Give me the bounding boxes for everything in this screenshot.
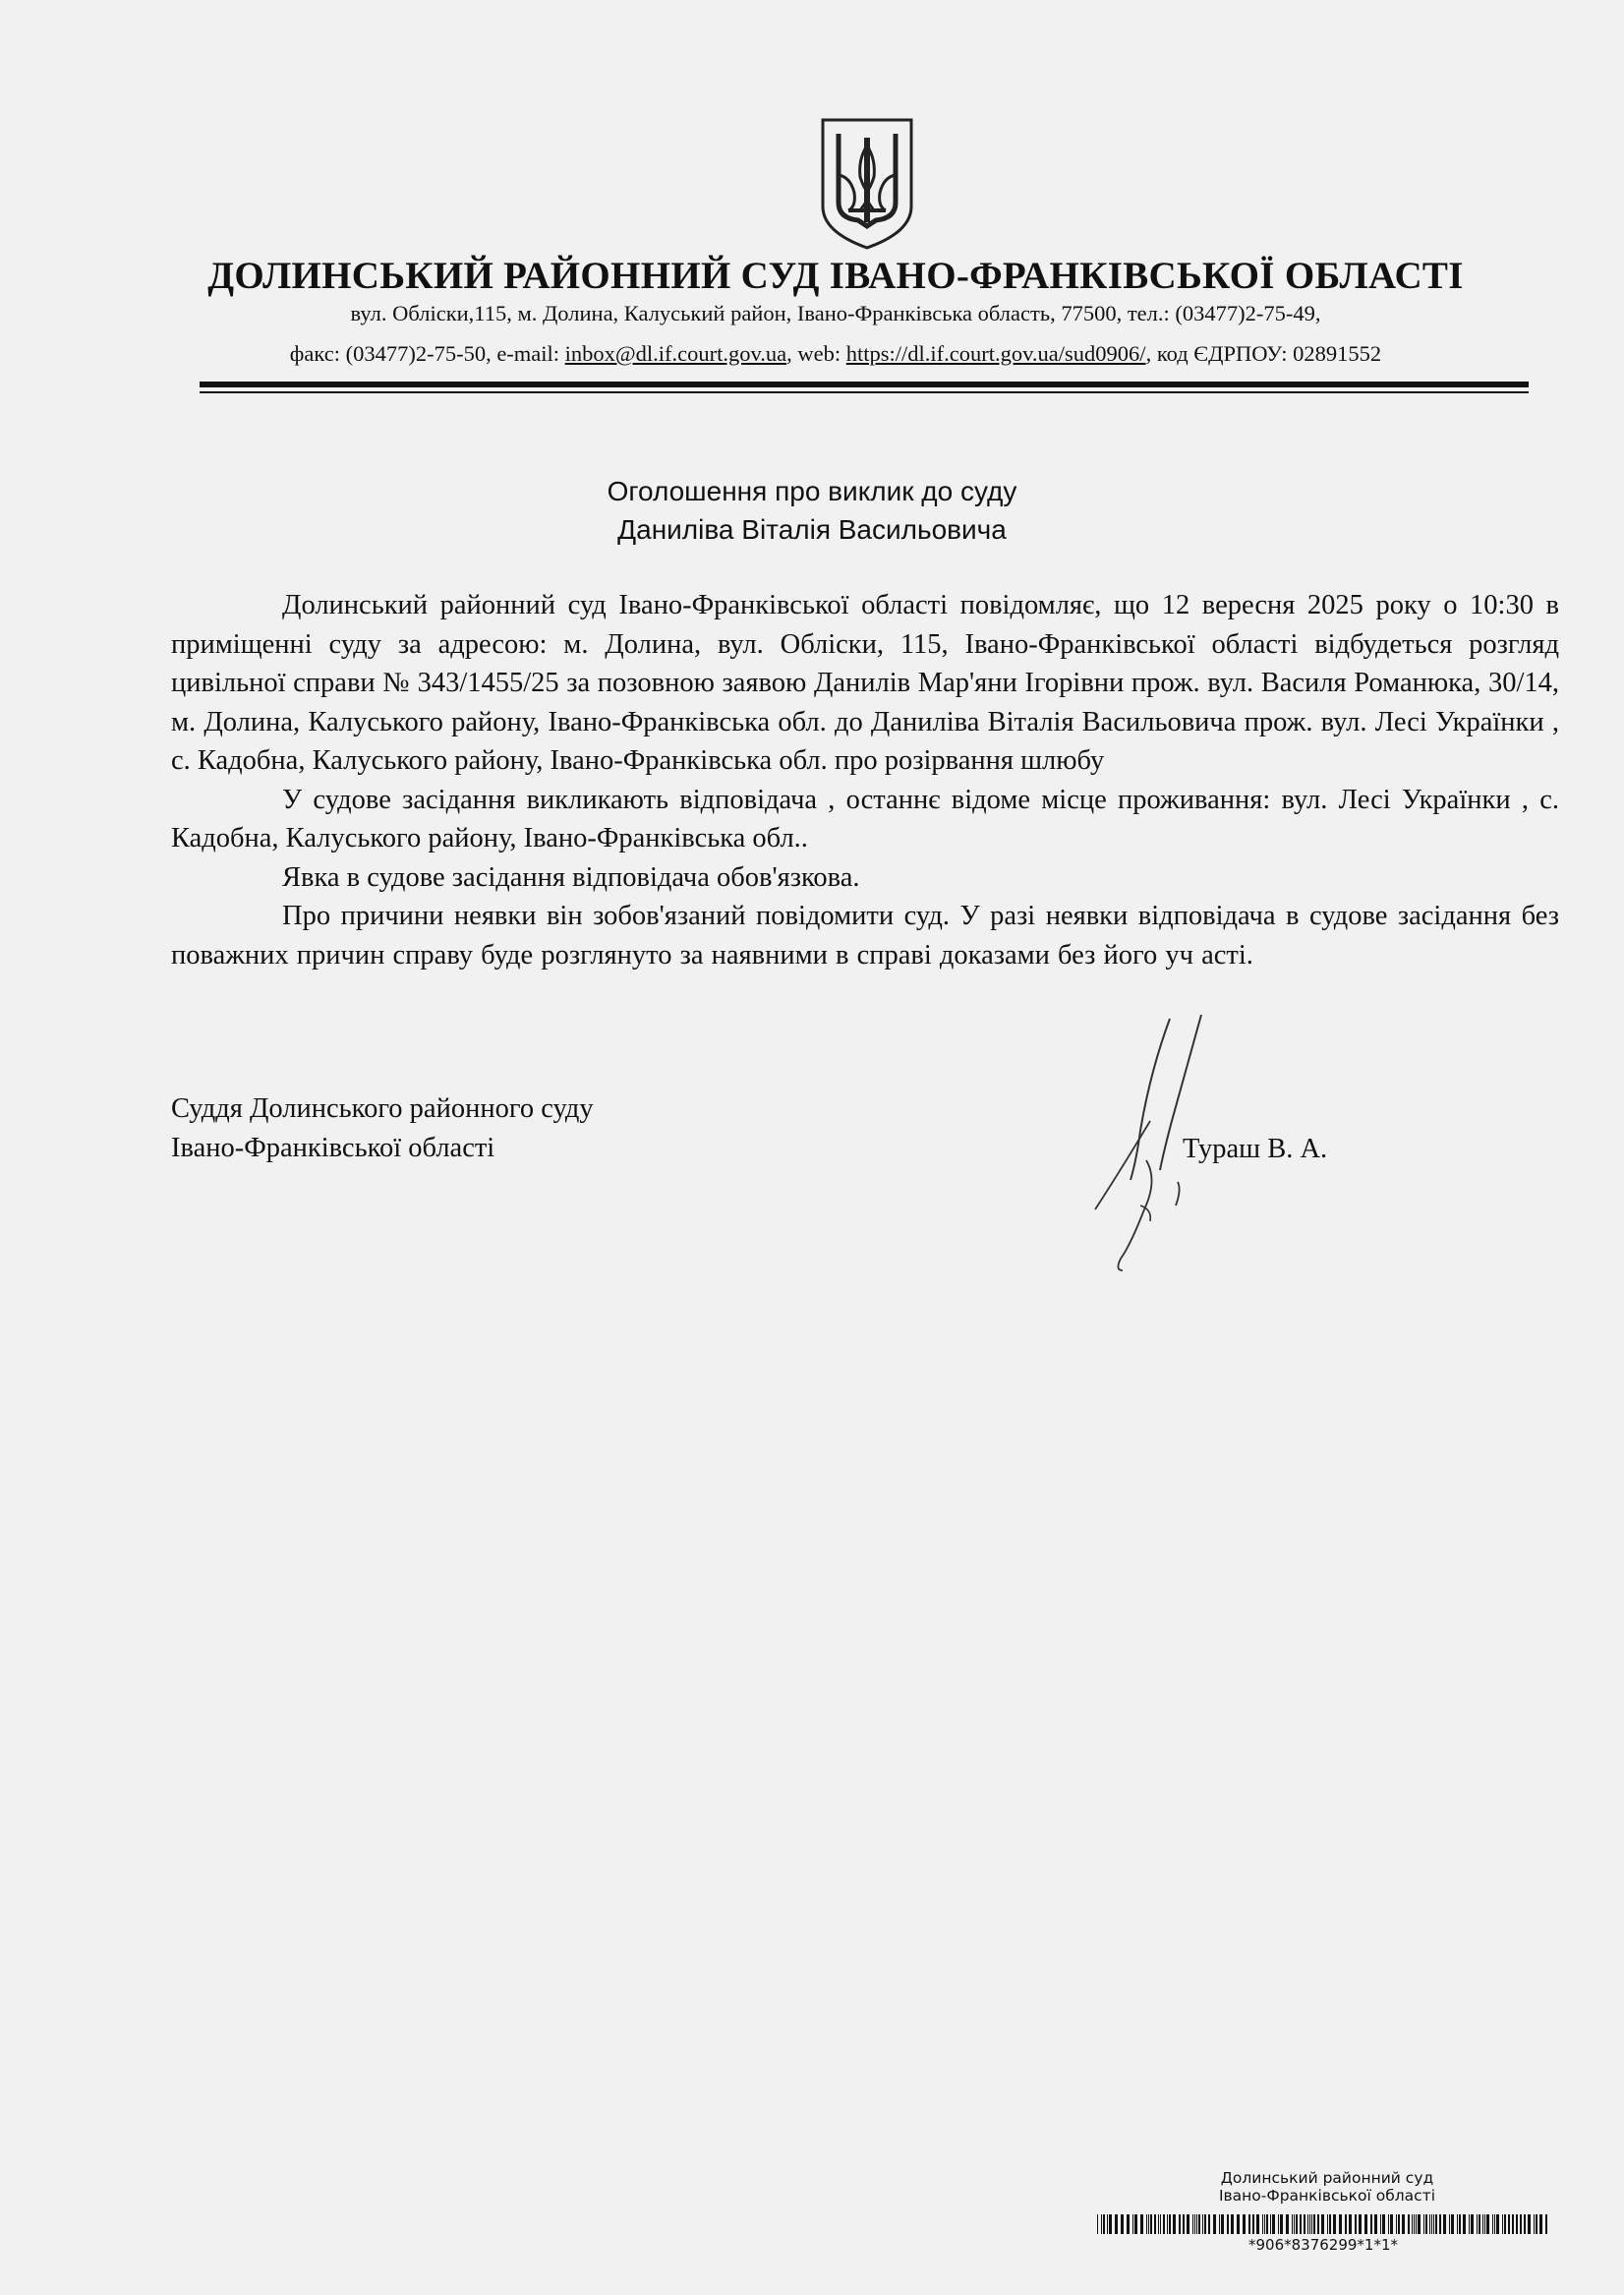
paragraph-summons: У судове засідання викликають відповідача , останнє відоме місце проживання: вул. Лесі Українки , с. Кадобна, Калуського району, Івано-Франківська обл.. [171,784,1559,853]
stamp-line1: Долинський районний суд [1220,2169,1434,2187]
court-address: вул. Обліски,115, м. Долина, Калуський район, Івано-Франківська область, 77500, тел.: (03477)2-75-49, [350,301,1321,325]
court-contacts [147,341,1524,367]
registry-stamp [1081,2169,1573,2205]
website-link[interactable]: https://dl.if.court.gov.ua/sud0906/ [845,341,1146,366]
edrpou-code: , код ЄДРПОУ: 02891552 [1145,341,1382,366]
fax-text: факс: (03477)2-75-50, e-mail: [289,341,565,366]
judge-position-line2: Івано-Франківської області [171,1132,495,1163]
barcode-icon [1097,2214,1549,2234]
court-name: ДОЛИНСЬКИЙ РАЙОННИЙ СУД ІВАНО-ФРАНКІВСЬКОЇ ОБЛАСТІ [207,255,1464,297]
email-link[interactable]: inbox@dl.if.court.gov.ua [564,341,787,366]
trident-coat-of-arms-icon [819,116,915,252]
barcode-number: *906*8376299*1*1* [1247,2236,1399,2254]
stamp-line2: Івано-Франківської області [1218,2187,1436,2205]
paragraph-absence-consequences: Про причини неявки він зобов'язаний повідомити суд. У разі неявки відповідача в судове засідання без поважних причин справу буде розглянуто за наявними в справі доказами без його уч асті. [171,901,1559,971]
judge-position [171,1089,594,1167]
document-title: Оголошення про виклик до суду [607,476,1017,506]
paragraph-attendance: Явка в судове засідання відповідача обов'язкова. [282,861,860,893]
web-label: , web: [786,341,846,366]
document-subject: Даниліва Віталія Васильовича [617,514,1007,545]
header-divider [200,382,1529,387]
paragraph-hearing-notice: Долинський районний суд Івано-Франківської області повідомляє, що 12 вересня 2025 року о 10:30 в приміщенні суду за адресою: м. Долина, вул. Обліски, 115, Івано-Франківської області відбудеться розгляд цивільної справи № 343/1455/25 за позовною заявою Данилів Мар'яни Ігорівни прож. вул. Василя Романюка, 30/14, м. Долина, Калуського району, Івано-Франківська обл. до Даниліва Віталія Васильовича прож. вул. Лесі Українки , с. Кадобна, Калуського району, Івано-Франківська обл. про розірвання шлюбу [171,590,1559,776]
judge-position-line1: Суддя Долинського районного суду [171,1093,594,1124]
judge-name: Тураш В. А. [1183,1134,1328,1164]
header-divider-thin [200,391,1529,393]
document-body [171,586,1559,974]
